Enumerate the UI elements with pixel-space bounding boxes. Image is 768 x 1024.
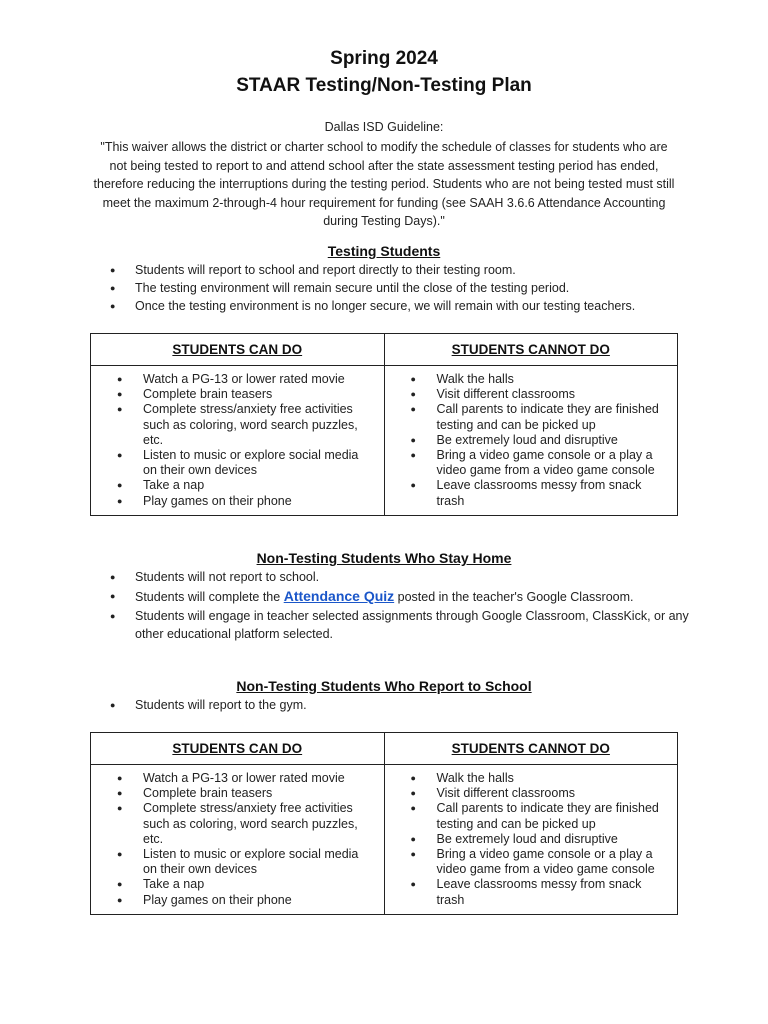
list-item: ● Call parents to indicate they are finished testing and can be picked up <box>411 402 670 432</box>
col-header-cannot-do: STUDENTS CANNOT DO <box>384 733 678 765</box>
list-item: ● Leave classrooms messy from snack trash <box>411 877 670 907</box>
can-do-cell <box>91 765 385 915</box>
stay-home-heading: Non-Testing Students Who Stay Home <box>256 550 512 566</box>
list-item: ● Visit different classrooms <box>411 786 670 801</box>
list-item: ● Students will report to school and report directly to their testing room. <box>110 261 690 279</box>
list-item: ● Complete brain teasers <box>117 786 376 801</box>
list-item: ● Students will report to the gym. <box>110 696 690 714</box>
list-item: ● Bring a video game console or a play a video game from a video game console <box>411 847 670 877</box>
testing-rules-table <box>90 333 678 516</box>
list-item: ● Complete stress/anxiety free activities such as coloring, word search puzzles, etc. <box>117 801 376 847</box>
list-item: ● The testing environment will remain secure until the close of the testing period. <box>110 279 690 297</box>
list-item: ● Leave classrooms messy from snack trash <box>411 478 670 508</box>
col-header-can-do: STUDENTS CAN DO <box>91 334 385 366</box>
col-header-can-do: STUDENTS CAN DO <box>91 733 385 765</box>
cannot-do-cell <box>384 765 678 915</box>
cannot-do-cell <box>384 366 678 516</box>
list-item: ● Walk the halls <box>411 771 670 786</box>
list-item: ● Play games on their phone <box>117 893 376 908</box>
doc-title-line2: STAAR Testing/Non-Testing Plan <box>236 75 532 96</box>
stay-home-list <box>110 568 690 643</box>
list-item: ● Complete brain teasers <box>117 387 376 402</box>
report-to-school-heading: Non-Testing Students Who Report to School <box>236 678 532 694</box>
list-item: ● Bring a video game console or a play a video game from a video game console <box>411 448 670 478</box>
testing-students-list <box>110 261 690 315</box>
can-do-cell <box>91 366 385 516</box>
list-item <box>110 586 690 607</box>
list-item: ● Visit different classrooms <box>411 387 670 402</box>
list-item: ● Students will engage in teacher selected assignments through Google Classroom, ClassKick, or any other educational platform selected. <box>110 607 690 643</box>
list-item: ● Students will not report to school. <box>110 568 690 586</box>
list-item: ● Be extremely loud and disruptive <box>411 433 670 448</box>
list-item: ● Walk the halls <box>411 372 670 387</box>
list-item: ● Call parents to indicate they are finished testing and can be picked up <box>411 801 670 831</box>
quiz-text-after: posted in the teacher's Google Classroom. <box>394 590 634 604</box>
school-rules-table <box>90 732 678 915</box>
attendance-quiz-link[interactable]: Attendance Quiz <box>283 588 395 604</box>
list-item: ● Listen to music or explore social media on their own devices <box>117 847 376 877</box>
testing-students-heading: Testing Students <box>327 243 441 259</box>
guideline-text: "This waiver allows the district or charter school to modify the schedule of classes for students who are not being tested to report to and attend school after the state assessment testing period has ended, therefore reducing the interruptions during the testing period. Students who are not being tested must still meet the maximum 2-through-4 hour requirement for funding (see SAAH 3.6.6 Attendance Accounting during Testing Days)." <box>93 140 675 228</box>
list-item: ● Watch a PG-13 or lower rated movie <box>117 771 376 786</box>
list-item: ● Take a nap <box>117 877 376 892</box>
list-item: ● Watch a PG-13 or lower rated movie <box>117 372 376 387</box>
doc-title-line1: Spring 2024 <box>330 48 438 69</box>
list-item: ● Complete stress/anxiety free activities such as coloring, word search puzzles, etc. <box>117 402 376 448</box>
report-to-school-list <box>110 696 690 714</box>
guideline-heading: Dallas ISD Guideline: <box>324 120 444 134</box>
list-item: ● Play games on their phone <box>117 494 376 509</box>
list-item: ● Once the testing environment is no longer secure, we will remain with our testing teachers. <box>110 297 690 315</box>
col-header-cannot-do: STUDENTS CANNOT DO <box>384 334 678 366</box>
list-item: ● Listen to music or explore social media on their own devices <box>117 448 376 478</box>
quiz-text-before: Students will complete the <box>135 590 284 604</box>
list-item: ● Be extremely loud and disruptive <box>411 832 670 847</box>
list-item: ● Take a nap <box>117 478 376 493</box>
